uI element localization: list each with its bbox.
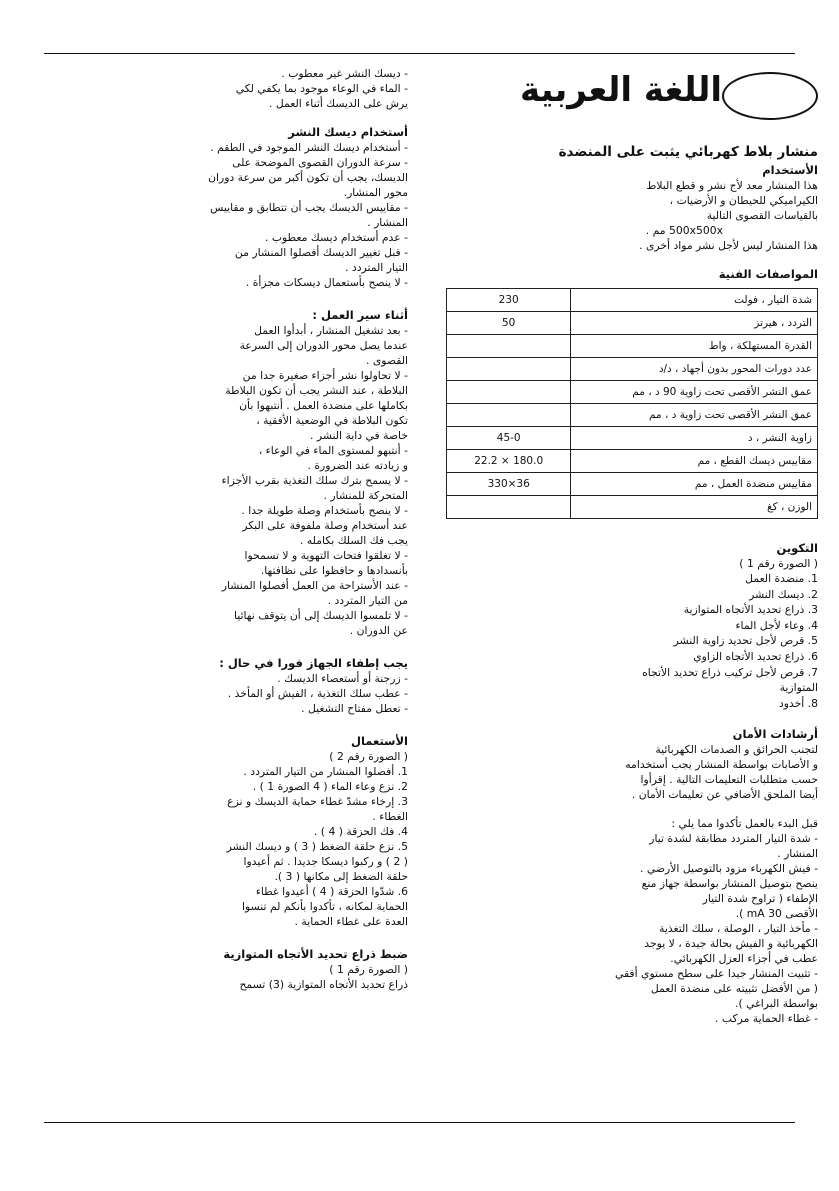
specs-value [447,335,571,358]
operation-line: 4. فك الحزقة ( 4 ) . [313,825,408,838]
disk-use-line: محور المنشار. [343,186,408,199]
specs-row [447,312,818,335]
power-off-line: - زرجنة أو أستعصاء الديسك . [277,672,408,685]
operation-line: العدة على غطاء الحماية . [294,915,408,928]
operation-figure: ( الصورة رقم 2 ) [329,750,408,763]
safety-line: الكهربائية و الفيش بحالة جيدة ، لا يوجد [644,937,818,951]
during-work-line: القصوى . [365,354,408,367]
disk-use-list [44,140,408,290]
during-work-line: - لا تحاولوا نشر أجزاء صغيرة جدا من [242,369,408,382]
during-work-line: البلاطة ، عند النشر يجب أن تكون البلاطة [225,384,408,397]
operation-line: 1. أفصلوا المنشار من التيار المتردد . [243,765,408,778]
composition-item: 5. قرص لأجل تحديد زاوية النشر [673,634,818,648]
during-work-line: - لا تلمسوا الديسك إلى أن يتوقف نهائيا [233,609,408,622]
specs-value: 45-0 [447,427,571,450]
disk-use-line: - مقاييس الديسك يجب أن تتطابق و مقاييس [210,201,408,214]
disk-use-line: التيار المتردد . [345,261,408,274]
language-header [446,62,818,136]
bottom-rule [44,1122,795,1123]
specs-value: 230 [447,289,571,312]
disk-use-line: - سرعة الدوران القصوى الموضحة على [232,156,408,169]
safety-heading: أرشادات الأمان [732,727,818,742]
operation-line: 3. إرخاء مشدّ غطاء حماية الديسك و نزع [227,795,408,808]
during-work-line: بكاملها على منضدة العمل . أنتبهوا بأن [239,399,408,412]
operation-line: حلقة الضغط إلى مكانها ( 3 ). [274,870,408,883]
safety-line: عطب في أجزاء العزل الكهربائي. [670,952,818,966]
during-work-line: المتحركة للمنشار . [323,489,408,502]
operation-line: الغطاء . [372,810,408,823]
operation-line: 5. نزع حلقة الضغط ( 3 ) و ديسك النشر [226,840,408,853]
during-work-line: عندما يصل محور الدوران إلى السرعة [239,339,408,352]
specs-row [447,404,818,427]
product-title: منشار بلاط كهربائي يثبت على المنضدة [558,144,818,160]
specs-row [447,473,818,496]
composition-item: 7. قرص لأجل تركيب ذراع تحديد الأتجاه [642,665,818,679]
right-column [446,62,818,1026]
during-work-line: عند أستخدام وصلة ملفوفة على البكر [242,519,408,532]
safety-intro-line: حسب متطلبات التعليمات التالية . إقرأوا [640,773,818,787]
left-top-list [44,66,408,111]
composition-item: 1. منضدة العمل [745,572,818,585]
safety-intro-line: أيضا الملحق الأضافي عن تعليمات الأمان . [631,788,818,802]
specs-table [446,288,818,519]
safety-line: - شدة التيار المتردد مطابقة لشدة تيار [649,832,818,846]
safety-line: ( من الأفضل تثبيته على منضدة العمل [650,982,818,996]
specs-label: عمق النشر الأقصى تحت زاوية د ، مم [571,404,818,427]
during-work-line: - لا يسمح بترك سلك التغذية بقرب الأجزاء [221,474,408,487]
safety-line: الإطفاء ( تراوح شدة التيار [702,892,818,906]
specs-row [447,450,818,473]
power-off-line: - عطب سلك التغذية ، الفيش أو المأخذ . [227,687,408,700]
specs-row [447,427,818,450]
safety-line: الأقصى 30 mA ). [735,907,818,921]
usage-heading: الأستخدام [762,163,818,177]
composition-section [446,541,818,711]
power-off-heading: يجب إطفاء الجهاز فورا في حال : [219,656,408,670]
specs-label: القدرة المستهلكة ، واط [571,335,818,358]
during-work-line: تكون البلاطة في الوضعية الأفقية ، [256,414,408,427]
composition-item: 8. أخدود [778,696,818,710]
operation-line: 6. شدّوا الحزقة ( 4 ) أعيدوا غطاء [255,885,408,898]
usage-line: الكيراميكي للحيطان و الأرضيات ، [669,194,818,207]
disk-use-line: - قبل تغيير الديسك أفصلوا المنشار من [234,246,408,259]
disk-use-line: - أستخدام ديسك النشر الموجود في الطقم . [210,141,408,154]
parallel-guide-line: ( الصورة رقم 1 ) [329,963,408,976]
specs-label: مقاييس ديسك القطع ، مم [571,450,818,473]
left-column [44,66,408,992]
specs-row [447,381,818,404]
language-title: اللغة العربية [520,70,722,110]
safety-intro-line: و الأصابات بواسطة المنشار يجب أستخدامه [625,758,818,772]
specs-heading: المواصفات الفنية [718,267,818,281]
specs-row [447,496,818,519]
during-work-line: - لا ينصح بأستخدام وصلة طويلة جدا . [241,504,408,517]
composition-list [446,571,818,711]
composition-item: 2. ديسك النشر [749,587,818,601]
left-top-line: - ديسك النشر غير معطوب . [281,67,408,80]
specs-value [447,404,571,427]
operation-line: الحماية لمكانه ، تأكدوا بأنكم لم تنسوا [242,900,408,913]
specs-value: 50 [447,312,571,335]
during-work-line: بأنسدادها و حافظوا على نظافتها. [260,564,408,577]
during-work-list [44,323,408,638]
power-off-list [44,671,408,716]
during-work-line: - بعد تشغيل المنشار ، أبدأوا العمل [254,324,408,337]
safety-line: - تثبيت المنشار جيدا على سطح مستوي أفقي [614,967,818,981]
specs-label: شدة التيار ، فولت [571,289,818,312]
specs-value [447,358,571,381]
during-work-line: عن الدوران . [349,624,408,637]
composition-figure: ( الصورة رقم 1 ) [739,557,818,570]
safety-section [446,727,818,1026]
safety-before: قبل البدء بالعمل تأكدوا مما يلي : [671,817,818,831]
disk-use-line: - لا ينصح بأستعمال ديسكات مجزأة . [245,276,408,289]
specs-section [446,267,818,519]
specs-label: عمق النشر الأقصى تحت زاوية 90 د ، مم [571,381,818,404]
during-work-line: - عند الأستراحة من العمل أفصلوا المنشار [221,579,408,592]
operation-line: ( 2 ) و ركبوا ديسكا جديدا . ثم أعيدوا [243,855,408,868]
safety-line: - مأخذ التيار ، الوصلة ، سلك التغذية [659,922,818,936]
top-rule [44,53,795,54]
safety-line: - غطاء الحماية مركب . [715,1012,818,1026]
disk-use-line: الديسك، يجب أن تكون أكبر من سرعة دوران [208,171,408,184]
specs-value: 22.2 × 180.0 [447,450,571,473]
disk-use-line: - عدم أستخدام ديسك معطوب . [264,231,408,244]
during-work-line: - لا تغلقوا فتحات التهوية و لا تسمحوا [244,549,408,562]
parallel-guide-line: ذراع تحديد الأتجاه المتوازية (3) تسمح [239,978,408,991]
operation-list [44,764,408,929]
disk-use-heading: أستخدام ديسك النشر [288,125,408,139]
specs-value [447,496,571,519]
usage-section [446,163,818,253]
power-off-line: - تعطل مفتاح التشغيل . [301,702,408,715]
during-work-section [44,308,408,638]
operation-line: 2. نزع وعاء الماء ( 4 الصورة 1 ) . [252,780,408,793]
specs-row [447,358,818,381]
safety-line: بواسطة البراغي ). [735,997,818,1011]
during-work-line: من التيار المتردد . [327,594,408,607]
usage-line: هذا المنشار ليس لأجل نشر مواد أخرى . [639,239,818,252]
operation-heading: الأستعمال [350,734,408,748]
usage-line: بالقياسات القصوى التالية [706,209,818,222]
left-top-line: - الماء في الوعاء موجود بما يكفي لكي [235,82,408,95]
specs-value: 330×36 [447,473,571,496]
disk-use-section [44,125,408,290]
during-work-line: و زيادته عند الضرورة . [307,459,408,472]
specs-label: زاوية النشر ، د [571,427,818,450]
disk-use-line: المنشار . [367,216,408,229]
specs-label: الوزن ، كغ [571,496,818,519]
during-work-heading: أثناء سير العمل : [312,308,408,322]
usage-line: 500x500x مم . [645,224,723,237]
safety-line: - فيش الكهرباء مزود بالتوصيل الأرضي . [640,862,818,876]
safety-line: المنشار . [777,847,818,861]
safety-list [446,831,818,1026]
specs-row [447,335,818,358]
specs-label: التردد ، هيرتز [571,312,818,335]
safety-line: ينصح بتوصيل المنشار بواسطة جهاز منع [641,877,818,891]
during-work-line: - أنتبهو لمستوى الماء في الوعاء ، [258,444,408,457]
left-top-line: يرش على الديسك أثناء العمل . [269,97,408,110]
parallel-guide-list [44,962,408,992]
composition-item: المتوازية [779,681,818,695]
specs-label: عدد دورات المحور بدون أجهاد ، د/د [571,358,818,381]
specs-value [447,381,571,404]
during-work-line: يجب فك السلك بكامله . [300,534,408,547]
composition-item: 3. ذراع تحديد الأتجاه المتوازية [683,603,818,617]
operation-section [44,734,408,929]
composition-item: 6. ذراع تحديد الأتجاه الزاوي [693,649,818,663]
power-off-section [44,656,408,716]
composition-heading: التكوين [776,541,818,555]
specs-label: مقاييس منضدة العمل ، مم [571,473,818,496]
during-work-line: خاصة في داية النشر . [310,429,408,442]
safety-intro-line: لتجنب الحرائق و الصدمات الكهربائية [655,743,818,757]
language-oval [722,72,818,120]
parallel-guide-section [44,947,408,992]
usage-line: هذا المنشار معد لأج نشر و قطع البلاط [646,179,818,192]
specs-row [447,289,818,312]
composition-item: 4. وعاء لأجل الماء [735,618,818,632]
parallel-guide-heading: ضبط ذراع تحديد الأتجاه المتوازية [223,947,408,961]
